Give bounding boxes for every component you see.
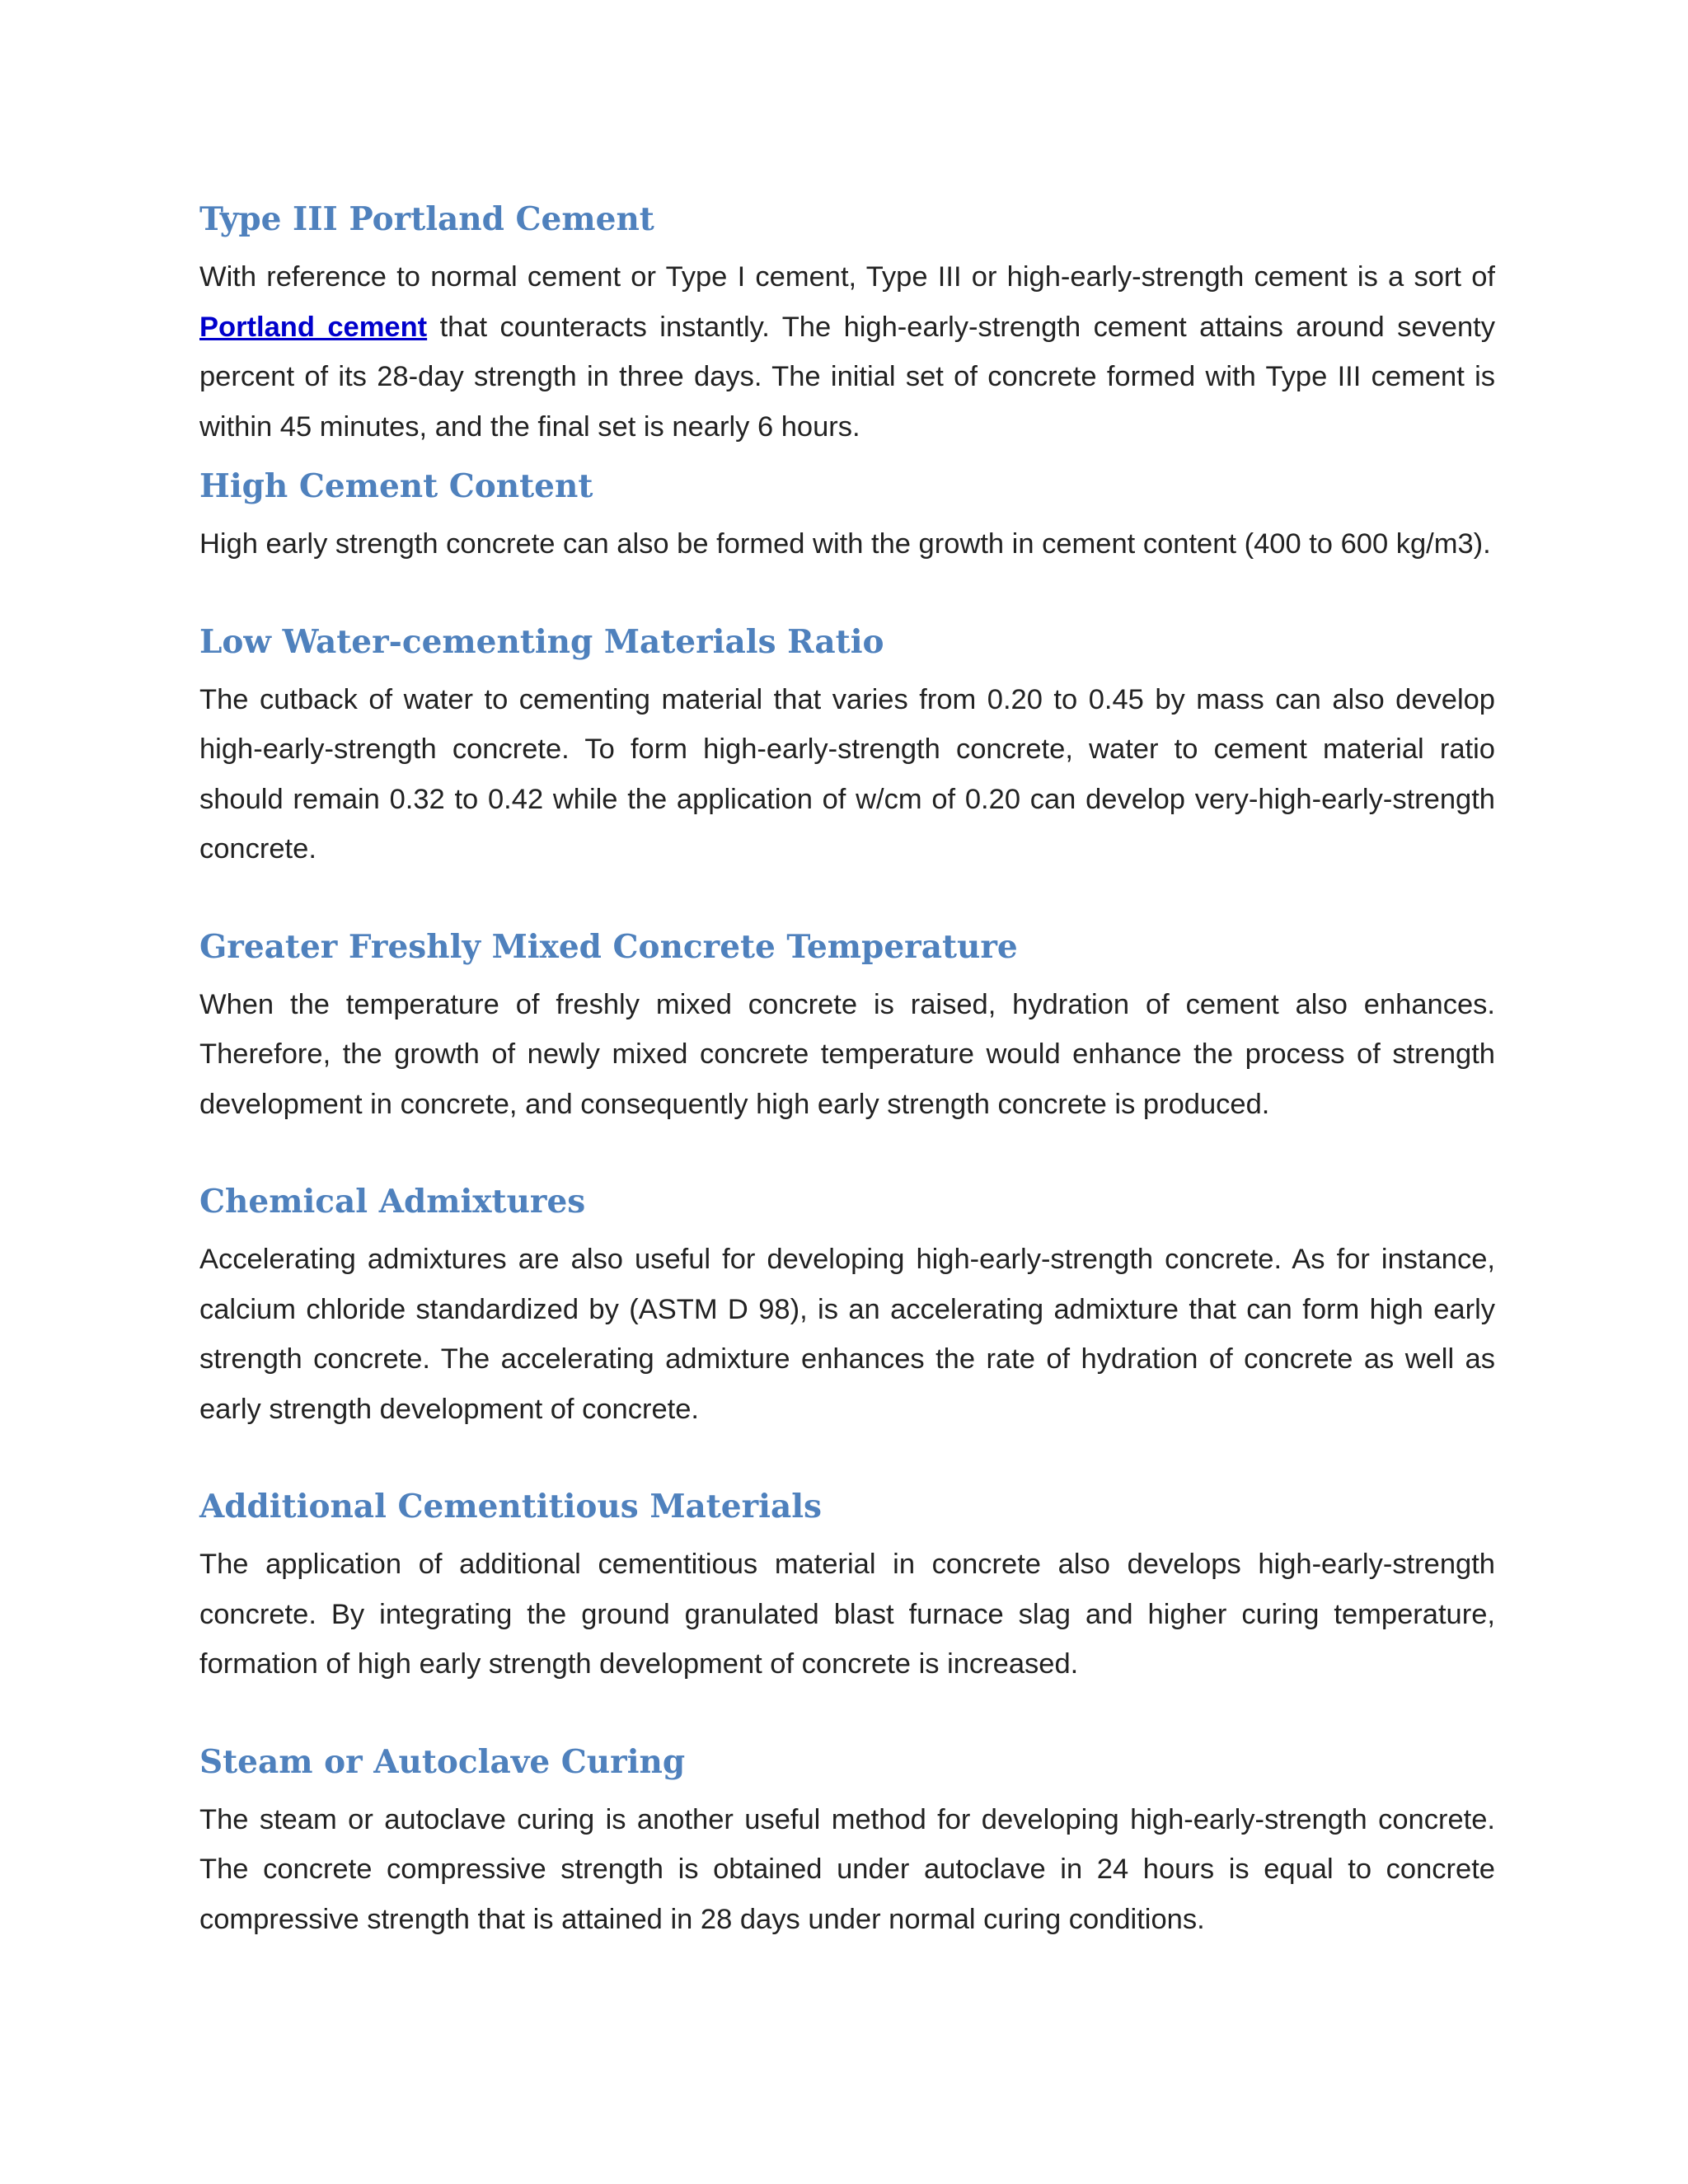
section-heading: Additional Cementitious Materials <box>199 1488 822 1526</box>
section-low-water-cementing-ratio <box>199 617 1495 874</box>
section-body: High early strength concrete can also be formed with the growth in cement content (400 to 600 kg/m3). <box>199 528 1491 560</box>
section-heading: Greater Freshly Mixed Concrete Temperature <box>199 927 1018 966</box>
section-heading: Chemical Admixtures <box>199 1183 586 1221</box>
section-heading: Type III Portland Cement <box>199 200 654 238</box>
document-page <box>199 194 1495 1944</box>
section-high-cement-content <box>199 462 1495 569</box>
section-body: When the temperature of freshly mixed concrete is raised, hydration of cement also enhances. Therefore, the growth of newly mixed concrete temperature would enhance the process of strength development in concrete, and consequently high early strength concrete is produced. <box>199 988 1495 1120</box>
section-heading: Steam or Autoclave Curing <box>199 1742 686 1781</box>
section-steam-autoclave-curing <box>199 1737 1495 1945</box>
portland-cement-link[interactable]: Portland cement <box>199 311 428 343</box>
section-body <box>199 252 1495 452</box>
body-text-before-link: With reference to normal cement or Type I cement, Type III or high-early-strength cement is a sort of <box>199 261 1495 293</box>
section-additional-cementitious-materials <box>199 1482 1495 1690</box>
section-heading: High Cement Content <box>199 467 593 505</box>
section-body: The cutback of water to cementing material that varies from 0.20 to 0.45 by mass can also develop high-early-strength concrete. To form high-early-strength concrete, water to cement material ratio should remain 0.32 to 0.42 while the application of w/cm of 0.20 can develop very-high-early-strength concrete. <box>199 683 1495 865</box>
section-body: Accelerating admixtures are also useful for developing high-early-strength concrete. As for instance, calcium chloride standardized by (ASTM D 98), is an accelerating admixture that can form high early strength concrete. The accelerating admixture enhances the rate of hydration of concrete as well as early strength development of concrete. <box>199 1244 1495 1425</box>
section-heading: Low Water-cementing Materials Ratio <box>199 622 884 661</box>
body-text-after-link: that counteracts instantly. The high-early-strength cement attains around seventy percent of its 28-day strength in three days. The initial set of concrete formed with Type III cement is within 45 minutes, and the final set is nearly 6 hours. <box>199 311 1495 443</box>
section-body: The application of additional cementitious material in concrete also develops high-early-strength concrete. By integrating the ground granulated blast furnace slag and higher curing temperature, formation of high early strength development of concrete is increased. <box>199 1549 1495 1680</box>
section-chemical-admixtures <box>199 1177 1495 1434</box>
section-type-iii-portland-cement <box>199 194 1495 452</box>
section-body: The steam or autoclave curing is another useful method for developing high-early-strength concrete. The concrete compressive strength is obtained under autoclave in 24 hours is equal to concrete compressive strength that is attained in 28 days under normal curing conditions. <box>199 1803 1495 1935</box>
section-greater-concrete-temperature <box>199 922 1495 1130</box>
